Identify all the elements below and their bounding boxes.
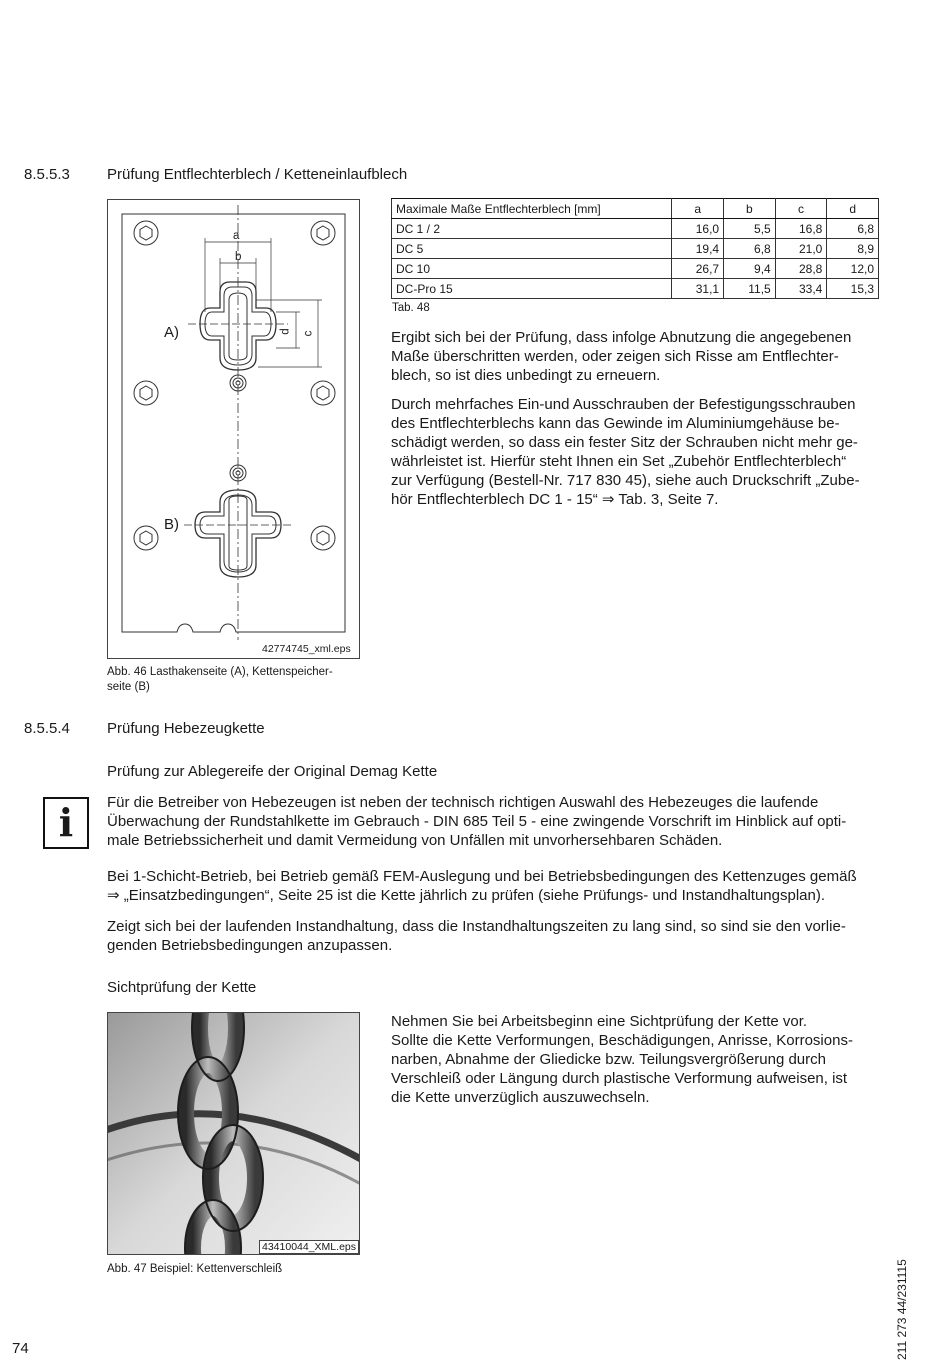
figure-47-file-tag: 43410044_XML.eps (259, 1240, 359, 1254)
table-cell: 8,9 (827, 239, 879, 259)
screw-thread-paragraph (391, 395, 891, 509)
table-cell: 26,7 (672, 259, 724, 279)
subsection-title: Sichtprüfung der Kette (107, 979, 257, 996)
figure-46-frame (107, 199, 360, 659)
table-cell: 31,1 (672, 279, 724, 299)
label-a: A) (164, 324, 179, 341)
figure-46-file-tag: 42774745_xml.eps (262, 643, 351, 655)
table-header-row (392, 199, 879, 219)
table-cell: 28,8 (775, 259, 827, 279)
table-cell: 9,4 (724, 259, 776, 279)
text-line: Maße überschritten werden, oder zeigen sich Risse am Entflechter- (391, 348, 839, 365)
subsection-title: Prüfung zur Ablegereife der Original Demag Kette (107, 763, 438, 780)
table-cell: 19,4 (672, 239, 724, 259)
table-cell: 15,3 (827, 279, 879, 299)
text-line: Verschleiß oder Längung durch plastische Verformung aufweisen, ist (391, 1070, 848, 1087)
document-code: 211 273 44/231115 (895, 1259, 909, 1360)
table-cell: DC-Pro 15 (392, 279, 672, 299)
table-header: a (672, 199, 724, 219)
text-line: Bei 1-Schicht-Betrieb, bei Betrieb gemäß FEM-Auslegung und bei Betriebsbedingungen des Kettenzuges gemäß (107, 868, 857, 885)
chain-wear-image (108, 1013, 359, 1254)
text-line: ⇒ „Einsatzbedingungen“, Seite 25 ist die Kette jährlich zu prüfen (siehe Prüfungs- und Instandhaltungsplan). (107, 887, 826, 904)
text-line: blech, so ist dies unbedingt zu erneuern. (391, 367, 661, 384)
section-title: Prüfung Hebezeugkette (107, 720, 265, 737)
visual-inspection-paragraph (391, 1012, 891, 1107)
table-row (392, 259, 879, 279)
figure-47-caption: Abb. 47 Beispiel: Kettenverschleiß (107, 1263, 283, 1275)
text-line: schädigt werden, so dass ein fester Sitz der Schrauben nicht mehr ge- (391, 434, 858, 451)
section-number: 8.5.5.4 (24, 720, 70, 737)
text-line: hör Entflechterblech DC 1 - 15“ ⇒ Tab. 3, Seite 7. (391, 491, 719, 508)
text-line: währleistet ist. Hierfür steht Ihnen ein Set „Zubehör Entflechterblech“ (391, 453, 847, 470)
figure-46-caption-line2: seite (B) (107, 681, 150, 693)
figure-46-caption-line1: Abb. 46 Lasthakenseite (A), Kettenspeicher- (107, 666, 333, 678)
label-b: B) (164, 516, 179, 533)
table-cell: 6,8 (827, 219, 879, 239)
text-line: Sollte die Kette Verformungen, Beschädigungen, Anrisse, Korrosions- (391, 1032, 853, 1049)
info-icon (43, 797, 89, 849)
text-line: Für die Betreiber von Hebezeugen ist neben der technisch richtigen Auswahl des Hebezeuges die laufende (107, 794, 819, 811)
table-cell: DC 5 (392, 239, 672, 259)
table-cell: 33,4 (775, 279, 827, 299)
dimension-d-label: d (279, 328, 292, 335)
maintenance-paragraph (107, 917, 897, 955)
section-title: Prüfung Entflechterblech / Ketteneinlaufblech (107, 166, 408, 183)
info-icon-glyph: i (58, 800, 74, 845)
table-caption: Tab. 48 (392, 302, 430, 314)
screw-icon (134, 221, 335, 550)
inspection-interval-paragraph (107, 867, 897, 905)
table-cell: 16,8 (775, 219, 827, 239)
table-header: Maximale Maße Entflechterblech [mm] (392, 199, 672, 219)
table-cell: 11,5 (724, 279, 776, 299)
text-line: Ergibt sich bei der Prüfung, dass infolge Abnutzung die angegebenen (391, 329, 852, 346)
table-row (392, 239, 879, 259)
dimension-a-label: a (233, 230, 240, 242)
text-line: Überwachung der Rundstahlkette im Gebrauch - DIN 685 Teil 5 - eine zwingende Vorschrift im Hinblick auf opti- (107, 813, 847, 830)
text-line: Nehmen Sie bei Arbeitsbeginn eine Sichtprüfung der Kette vor. (391, 1013, 808, 1030)
table-row (392, 279, 879, 299)
operator-paragraph (107, 793, 897, 850)
text-line: Durch mehrfaches Ein-und Ausschrauben der Befestigungsschrauben (391, 396, 856, 413)
text-line: zur Verfügung (Bestell-Nr. 717 830 45), siehe auch Druckschrift „Zube- (391, 472, 860, 489)
wear-check-paragraph (391, 328, 891, 385)
dimension-c-label: c (302, 330, 315, 337)
table-cell: 16,0 (672, 219, 724, 239)
table-cell: DC 10 (392, 259, 672, 279)
page-number: 74 (12, 1340, 29, 1357)
table-header: d (827, 199, 879, 219)
table-cell: 5,5 (724, 219, 776, 239)
text-line: Zeigt sich bei der laufenden Instandhaltung, dass die Instandhaltungszeiten zu lang sind, so sind sie den vorlie- (107, 918, 846, 935)
table-cell: 21,0 (775, 239, 827, 259)
text-line: genden Betriebsbedingungen anzupassen. (107, 937, 393, 954)
table-header: b (724, 199, 776, 219)
section-number: 8.5.5.3 (24, 166, 70, 183)
text-line: die Kette unverzüglich auszuwechseln. (391, 1089, 650, 1106)
table-header: c (775, 199, 827, 219)
text-line: narben, Abnahme der Gliedicke bzw. Teilungsvergrößerung durch (391, 1051, 826, 1068)
chain-photo (107, 1012, 360, 1255)
table-cell: DC 1 / 2 (392, 219, 672, 239)
table-cell: 12,0 (827, 259, 879, 279)
text-line: des Entflechterblechs kann das Gewinde im Aluminiumgehäuse be- (391, 415, 840, 432)
dimension-b-label: b (235, 251, 242, 263)
table-cell: 6,8 (724, 239, 776, 259)
text-line: male Betriebssicherheit und damit Vermeidung von Unfällen mit unvorhersehbaren Schäden. (107, 832, 723, 849)
table-row (392, 219, 879, 239)
dimension-lines (184, 238, 322, 525)
plate-drawing (108, 200, 359, 658)
dimensions-table (391, 198, 879, 299)
